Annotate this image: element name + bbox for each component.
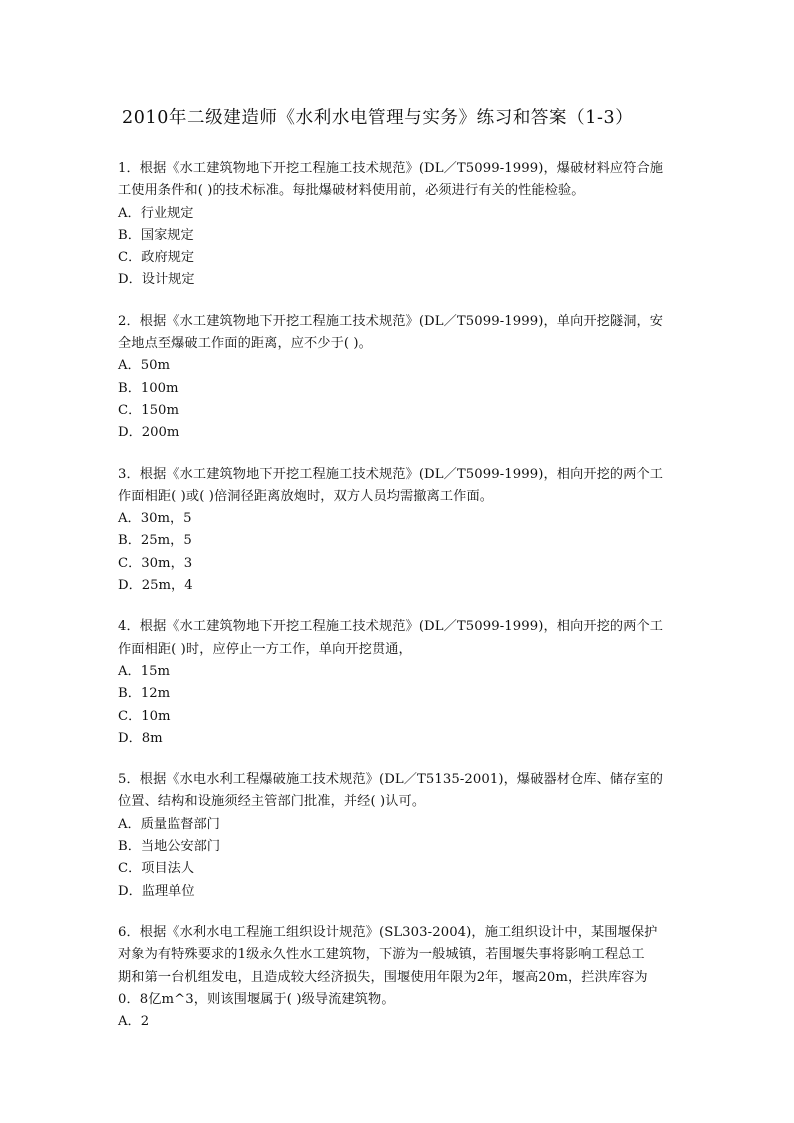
- option-a: A．15m: [118, 663, 170, 679]
- option-a: A．30m，5: [118, 511, 192, 527]
- option-c: C．30m，3: [118, 555, 193, 571]
- question-text-line: 作面相距( )或( )倍洞径距离放炮时，双方人员均需撤离工作面。: [118, 488, 494, 504]
- question-text-line: 1．根据《水工建筑物地下开挖工程施工技术规范》(DL／T5099-1999)，爆破材料应符合施: [118, 161, 664, 176]
- option-c: C．10m: [118, 708, 171, 724]
- option-d: D．200m: [118, 425, 180, 441]
- question-text-line: 对象为有特殊要求的1级永久性水工建筑物，下游为一般城镇，若围堰失事将影响工程总工: [118, 947, 645, 963]
- question-6: [118, 922, 678, 1033]
- option-b: B．国家规定: [118, 227, 194, 243]
- question-1: [118, 158, 678, 292]
- option-b: B．当地公安部门: [118, 839, 221, 855]
- option-c: C．项目法人: [118, 861, 195, 877]
- option-d: D．监理单位: [118, 883, 195, 899]
- option-b: B．100m: [118, 380, 179, 396]
- question-text-line: 位置、结构和设施须经主管部门批准，并经( )认可。: [118, 794, 426, 810]
- question-text-line: 期和第一台机组发电，且造成较大经济损失，围堰使用年限为2年，堰高20m，拦洪库容为: [118, 969, 648, 985]
- question-text-line: 全地点至爆破工作面的距离，应不少于( )。: [118, 336, 372, 352]
- option-a: A．50m: [118, 358, 170, 374]
- question-text-line: 2．根据《水工建筑物地下开挖工程施工技术规范》(DL／T5099-1999)，单向开挖隧洞，安: [118, 313, 664, 329]
- question-text-line: 作面相距( )时，应停止一方工作，单向开挖贯通，: [118, 641, 412, 657]
- question-text-line: 4．根据《水工建筑物地下开挖工程施工技术规范》(DL／T5099-1999)，相向开挖的两个工: [118, 619, 664, 635]
- document-title: 2010年二级建造师《水利水电管理与实务》练习和答案（1-3）: [122, 108, 634, 128]
- option-d: D．8m: [118, 730, 163, 746]
- question-5: [118, 769, 678, 903]
- option-a: A．2: [118, 1014, 150, 1030]
- question-2: [118, 311, 678, 445]
- question-text-line: 3．根据《水工建筑物地下开挖工程施工技术规范》(DL／T5099-1999)，相向开挖的两个工: [118, 466, 664, 482]
- question-text-line: 工使用条件和( )的技术标准。每批爆破材料使用前，必须进行有关的性能检验。: [118, 183, 585, 199]
- question-text-line: 5．根据《水电水利工程爆破施工技术规范》(DL／T5135-2001)，爆破器材仓库、储存室的: [118, 772, 664, 788]
- option-a: A．质量监督部门: [118, 816, 220, 832]
- question-text-line: 0．8亿m^3，则该围堰属于( )级导流建筑物。: [118, 991, 395, 1007]
- option-c: C．政府规定: [118, 250, 195, 266]
- question-text-line: 6．根据《水利水电工程施工组织设计规范》(SL303-2004)，施工组织设计中，某围堰保护: [118, 924, 658, 940]
- question-4: [118, 616, 678, 750]
- option-b: B．12m: [118, 686, 171, 702]
- option-a: A．行业规定: [118, 205, 194, 221]
- question-3: [118, 464, 678, 598]
- option-c: C．150m: [118, 402, 179, 418]
- question-list: [118, 158, 678, 1052]
- option-d: D．设计规定: [118, 272, 195, 288]
- option-d: D．25m，4: [118, 578, 193, 594]
- option-b: B．25m，5: [118, 533, 192, 549]
